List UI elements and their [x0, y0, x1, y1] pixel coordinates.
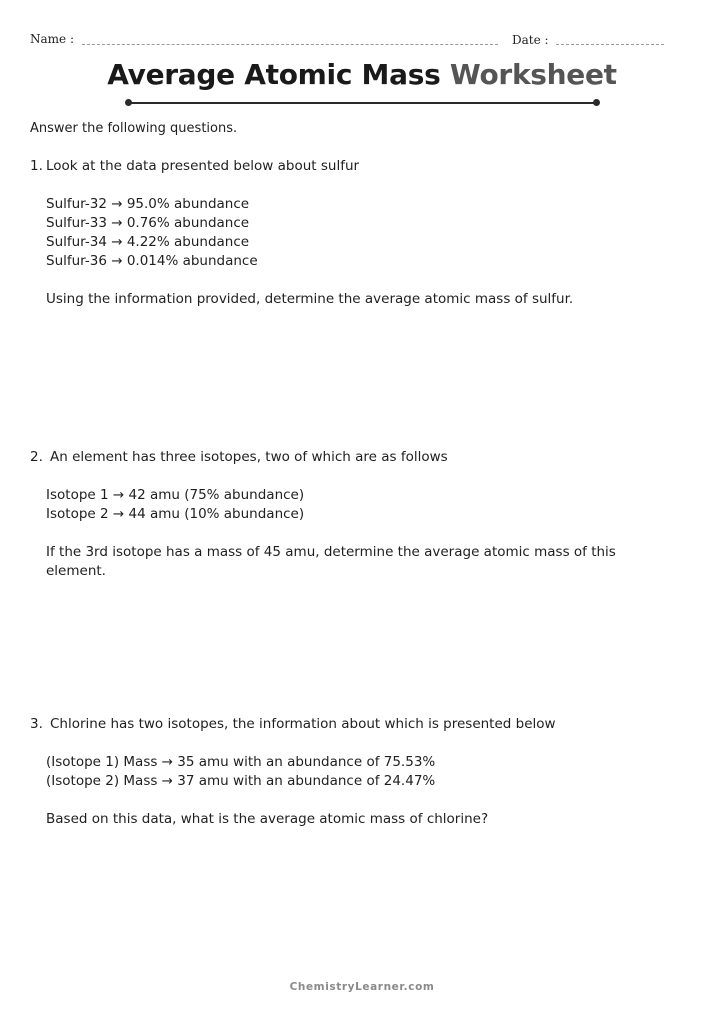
name-label: Name :	[30, 32, 74, 46]
question-1-data-line: Sulfur-32 → 95.0% abundance	[46, 196, 250, 212]
date-label: Date :	[512, 33, 549, 47]
question-1-data-line: Sulfur-34 → 4.22% abundance	[46, 234, 250, 250]
question-2-data-line: Isotope 1 → 42 amu (75% abundance)	[46, 487, 305, 503]
question-3-text: Based on this data, what is the average atomic mass of chlorine?	[46, 811, 489, 827]
question-2-prompt: An element has three isotopes, two of which are as follows	[50, 449, 448, 465]
question-3-number: 3.	[30, 716, 43, 732]
question-2-number: 2.	[30, 449, 43, 465]
question-1-data-line: Sulfur-33 → 0.76% abundance	[46, 215, 250, 231]
question-3-data-line: (Isotope 1) Mass → 35 amu with an abundance of 75.53%	[46, 754, 436, 770]
footer-brand[interactable]: ChemistryLearner.com	[289, 981, 435, 993]
question-1-text: Using the information provided, determine the average atomic mass of sulfur.	[46, 291, 574, 307]
page-title	[0, 58, 724, 91]
title-part2: Worksheet	[449, 58, 617, 91]
question-1-data	[46, 195, 258, 271]
question-1-number: 1.	[30, 158, 43, 174]
header-row	[30, 30, 670, 50]
date-field[interactable]	[556, 44, 664, 45]
question-1-data-line: Sulfur-36 → 0.014% abundance	[46, 253, 258, 269]
question-2-data-line: Isotope 2 → 44 amu (10% abundance)	[46, 506, 305, 522]
question-3-data-line: (Isotope 2) Mass → 37 amu with an abundance of 24.47%	[46, 773, 436, 789]
name-field[interactable]	[82, 44, 498, 45]
title-rule-right-dot	[593, 99, 600, 106]
question-1-prompt: Look at the data presented below about sulfur	[46, 158, 360, 174]
question-2-text: If the 3rd isotope has a mass of 45 amu, determine the average atomic mass of this element.	[46, 544, 616, 579]
instructions: Answer the following questions.	[30, 121, 238, 136]
title-rule	[128, 102, 596, 104]
title-part1: Average Atomic Mass	[107, 58, 441, 91]
question-3-data	[46, 753, 435, 791]
question-2-data	[46, 486, 304, 524]
question-3-prompt: Chlorine has two isotopes, the information about which is presented below	[50, 716, 556, 732]
